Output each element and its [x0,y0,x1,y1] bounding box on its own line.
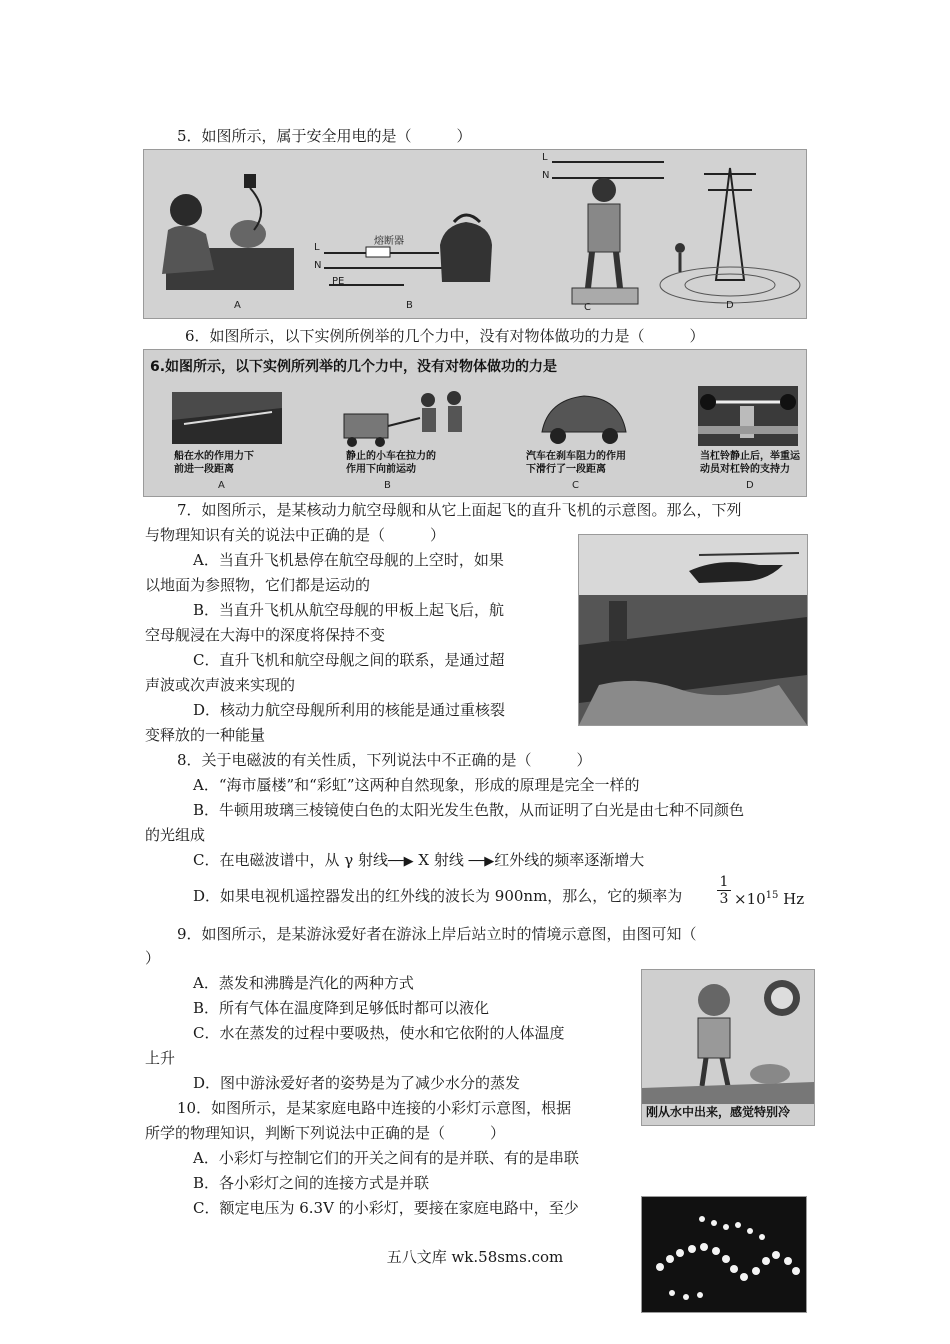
q9-option-c-1: C．水在蒸发的过程中要吸热，使水和它依附的人体温度 [193,1024,565,1042]
q5c-l-label: L [542,152,548,163]
q5a-lamp [230,220,266,248]
q8-d-denominator: 3 [719,891,729,907]
q9-swimmer-head [698,984,730,1016]
arrow-right-icon: ──▶ [387,854,414,869]
q6-label-c: C [572,480,579,491]
page-footer: 五八文库 wk.58sms.com [386,1248,564,1266]
q8-d-power [734,886,804,909]
q7-carrier-island [609,601,627,641]
q5d-person [675,243,685,253]
q5c-leg-r [616,252,620,288]
q6-caption-a: 船在水的作用力下前进一段距离 [174,451,254,475]
q9-swimmer-figure [641,969,815,1126]
q6b-kid2 [447,391,461,405]
arrow-right-icon: ──▶ [468,854,495,869]
q8-option-b-1: B．牛顿用玻璃三棱镜使白色的太阳光发生色散，从而证明了白光是由七种不同颜色 [193,801,745,819]
q7-option-b-1: B．当直升飞机从航空母舰的甲板上起飞后，航 [193,601,505,619]
q7-option-d-2: 变释放的一种能量 [145,726,266,744]
q8-c-post: 红外线的频率逐渐增大 [494,851,645,869]
q6-label-a: A [218,480,225,491]
q5-label-a: A [234,300,241,311]
q6-caption-d: 当杠铃静止后，举重运动员对杠铃的支持力 [700,451,800,475]
q9-option-a: A．蒸发和沸腾是汽化的两种方式 [193,974,414,992]
q7-carrier-photo [578,534,808,726]
q6-label-d: D [746,480,754,491]
q6b-kid1 [421,393,435,407]
q5-label-d: D [726,300,734,311]
q8-c-mid: X 射线 [413,851,469,869]
q9-caption: 刚从水中出来，感觉特别冷 [646,1105,791,1119]
q5-wire-l-label: L [314,242,320,253]
q7-option-a-2: 以地面为参照物，它们都是运动的 [145,576,371,594]
q6b-cart [344,414,388,438]
q10-option-b: B．各小彩灯之间的连接方式是并联 [193,1174,430,1192]
q9-swimmer-body [698,1018,730,1058]
q8-option-c [193,850,644,872]
q5c-stool [572,288,638,304]
q8-stem: 8．关于电磁波的有关性质，下列说法中不正确的是（ ） [177,751,592,769]
q5-wire-n-label: N [314,260,322,271]
q8-d-times: ×10 [734,890,766,908]
q7-option-c-2: 声波或次声波来实现的 [145,676,296,694]
q6-stem: 6．如图所示，以下实例所例举的几个力中，没有对物体做功的力是（ ） [185,327,705,345]
q6-label-b: B [384,480,391,491]
q5-figure-drawing [144,150,806,318]
q6-figure [143,349,807,497]
q5c-leg-l [588,252,592,288]
q10-option-c: C．额定电压为 6.3V 的小彩灯，要接在家庭电路中，至少 [193,1199,579,1217]
q8-option-d [193,886,682,906]
q9-option-d: D．图中游泳爱好者的姿势是为了减少水分的蒸发 [193,1074,521,1092]
q5d-pylon [716,168,744,280]
q6-caption-b: 静止的小车在拉力的作用下向前运动 [346,451,436,475]
q5b-kettle-handle [454,215,480,222]
q5a-body [162,226,214,274]
q7-stem-2: 与物理知识有关的说法中正确的是（ ） [145,526,446,544]
q5-figure [143,149,807,319]
q9-stem-1: 9．如图所示，是某游泳爱好者在游泳上岸后站立时的情境示意图，由图可知（ [177,925,697,943]
q8-d-pre: D．如果电视机遥控器发出的红外线的波长为 900nm，那么，它的频率为 [193,887,683,905]
q7-option-a-1: A．当直升飞机悬停在航空母舰的上空时，如果 [193,551,504,569]
q5-wire-pe-label: PE [332,276,345,287]
q8-d-exponent: 15 [765,890,779,901]
q8-d-numerator: 1 [717,874,731,891]
q5c-head [592,178,616,202]
q8-option-a: A．“海市蜃楼”和“彩虹”这两种自然现象，形成的原理是完全一样的 [193,776,640,794]
q5d-ground-ring [660,267,800,303]
q7-option-c-1: C．直升飞机和航空母舰之间的联系，是通过超 [193,651,505,669]
q8-d-fraction [717,874,731,907]
q6c-car [542,396,626,432]
q7-option-d-1: D．核动力航空母舰所利用的核能是通过重核裂 [193,701,506,719]
q8-d-unit: Hz [778,890,805,908]
q9-stem-2: ） [145,949,161,967]
q5a-socket [244,174,256,188]
q5-label-c: C [584,302,591,313]
q9-option-c-2: 上升 [145,1049,176,1067]
q5-stem: 5．如图所示，属于安全用电的是（ ） [177,127,472,145]
q8-c-pre: C．在电磁波谱中，从 γ 射线 [193,851,388,869]
q5c-body [588,204,620,252]
q10-stem-1: 10．如图所示，是某家庭电路中连接的小彩灯示意图，根据 [177,1099,572,1117]
q6-caption-c: 汽车在刹车阻力的作用下滑行了一段距离 [526,451,626,475]
q5b-fuse [366,247,390,257]
q6-figure-title: 6.如图所示，以下实例所列举的几个力中，没有对物体做功的力是 [150,359,558,375]
q10-option-a: A．小彩灯与控制它们的开关之间有的是并联、有的是串联 [193,1149,579,1167]
q7-option-b-2: 空母舰浸在大海中的深度将保持不变 [145,626,386,644]
q7-stem-1: 7．如图所示，是某核动力航空母舰和从它上面起飞的直升飞机的示意图。那么，下列 [177,501,742,519]
q5a-head [170,194,202,226]
q10-stem-2: 所学的物理知识，判断下列说法中正确的是（ ） [145,1124,506,1142]
q5-label-b: B [406,300,413,311]
q5-fuse-label: 熔断器 [374,236,404,247]
q8-option-b-2: 的光组成 [145,826,206,844]
q5c-n-label: N [542,170,550,181]
q9-option-b: B．所有气体在温度降到足够低时都可以液化 [193,999,490,1017]
q5b-kettle [440,222,492,282]
